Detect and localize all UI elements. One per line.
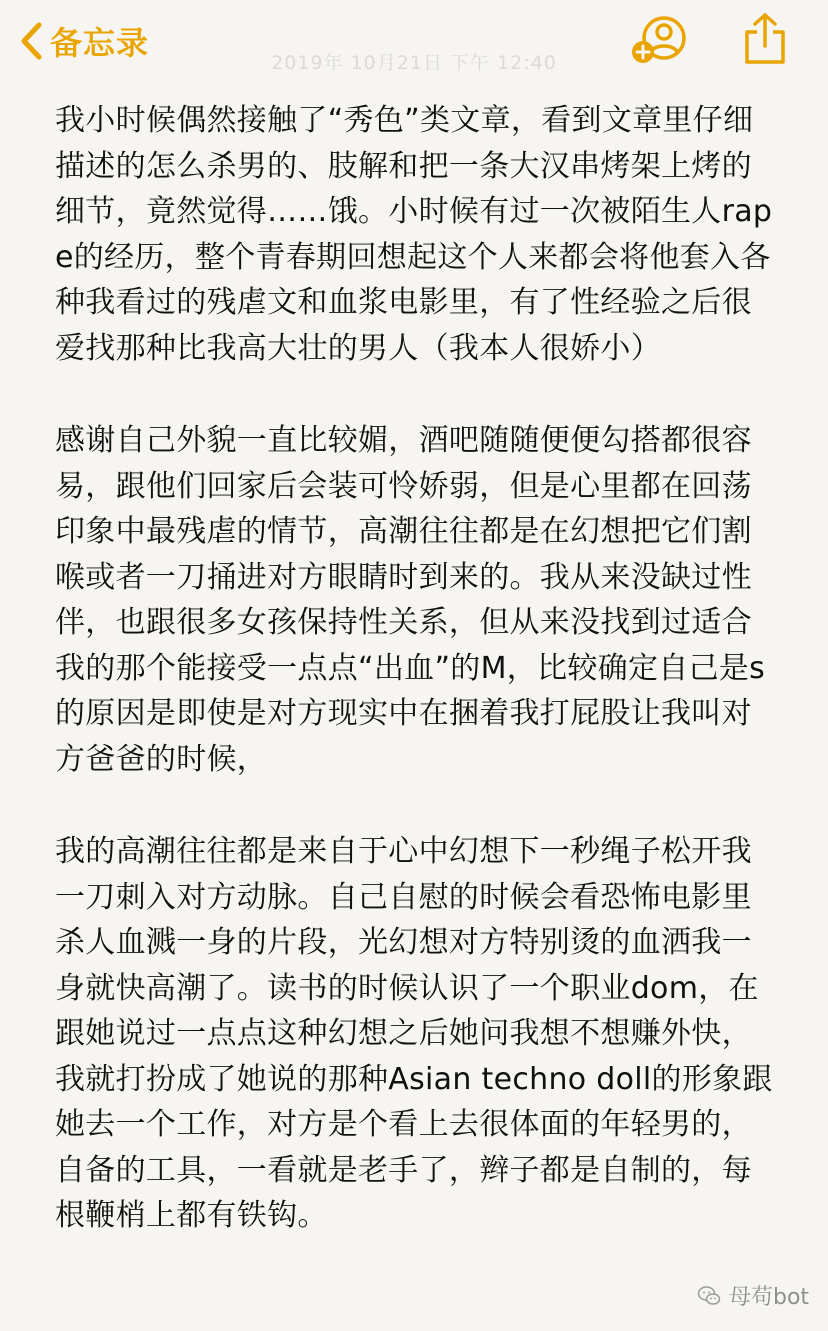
collaborate-button[interactable]: [628, 14, 688, 68]
add-person-icon: [628, 53, 688, 72]
share-icon: [742, 51, 788, 70]
back-label: 备忘录: [50, 24, 150, 62]
share-button[interactable]: [742, 12, 788, 66]
watermark: [697, 1280, 809, 1311]
note-paragraph-2: 感谢自己外貌一直比较媚，酒吧随随便便勾搭都很容易，跟他们回家后会装可怜娇弱，但是心里都在回荡印象中最残虐的情节，高潮往往都是在幻想把它们割喉或者一刀捅进对方眼睛时到来的。我从来没缺过性伴，也跟很多女孩保持性关系，但从来没找到过适合我的那个能接受一点点“出血”的M，比较确定自己是s的原因是即使是对方现实中在捆着我打屁股让我叫对方爸爸的时候，: [55, 423, 766, 777]
watermark-text: 母苟bot: [729, 1285, 810, 1310]
wechat-icon: [697, 1285, 729, 1307]
note-date: 2019年 10月21日 下午 12:40: [271, 52, 557, 74]
note-paragraph-3: 我的高潮往往都是来自于心中幻想下一秒绳子松开我一刀刺入对方动脉。自己自慰的时候会看恐怖电影里杀人血溅一身的片段，光幻想对方特别烫的血洒我一身就快高潮了。读书的时候认识了一个职业dom，在跟她说过一点点这种幻想之后她问我想不想赚外快，我就打扮成了她说的那种Asian techno doll的形象跟她去一个工作，对方是个看上去很体面的年轻男的，自备的工具，一看就是老手了，辫子都是自制的，每根鞭梢上都有铁钩。: [55, 834, 773, 1233]
note-body[interactable]: [55, 98, 780, 1239]
navigation-bar: [0, 0, 828, 84]
note-paragraph-1: 我小时候偶然接触了“秀色”类文章，看到文章里仔细描述的怎么杀男的、肢解和把一条大汉串烤架上烤的细节，竟然觉得……饿。小时候有过一次被陌生人rape的经历，整个青春期回想起这个人来都会将他套入各种我看过的残虐文和血浆电影里，有了性经验之后很爱找那种比我高大壮的男人（我本人很娇小）: [55, 103, 773, 366]
